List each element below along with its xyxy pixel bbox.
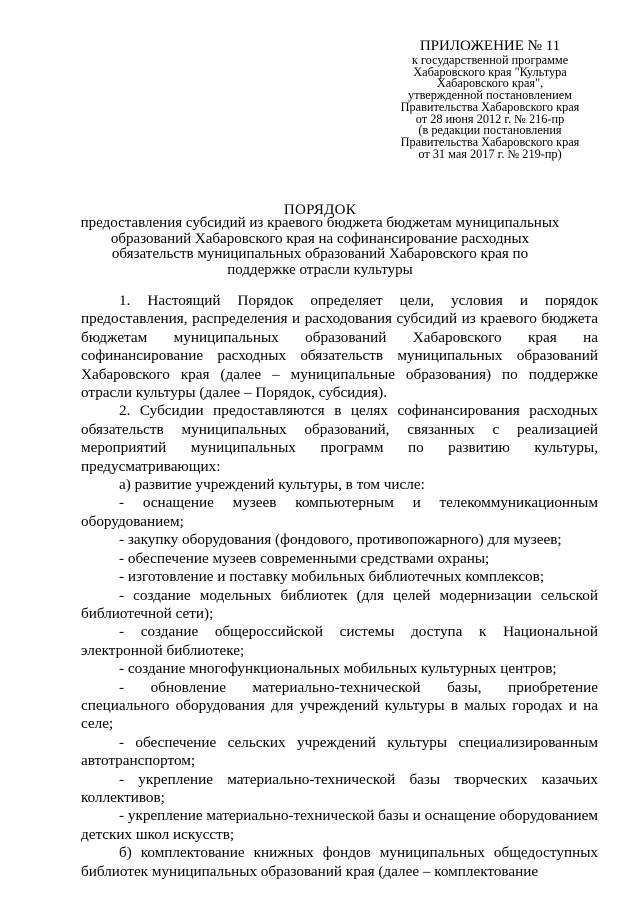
appendix-line: Хабаровского края "Культура xyxy=(413,64,567,79)
paragraph: - обеспечение музеев современными средствами охраны; xyxy=(119,549,490,567)
paragraph: - создание модельных библиотек (для целей модернизации сельской библиотечной сети); xyxy=(81,586,598,622)
appendix-line: Правительства Хабаровского края xyxy=(400,134,580,149)
paragraph: - создание многофункциональных мобильных культурных центров; xyxy=(119,660,557,678)
appendix-title: ПРИЛОЖЕНИЕ № 11 xyxy=(419,38,561,54)
paragraph: 2. Субсидии предоставляются в целях софинансирования расходных обязательств муниципальных образований, связанных с реализацией мероприятий муниципальных программ по развитию культуры, предусматривающих: xyxy=(81,402,598,475)
appendix-line: утвержденной постановлением xyxy=(408,88,572,103)
paragraph: - укрепление материально-технической базы и оснащение оборудованием детских школ искусств; xyxy=(81,807,598,843)
paragraph: - создание общероссийской системы доступа к Национальной электронной библиотеке; xyxy=(81,623,598,659)
paragraph: б) комплектование книжных фондов муниципальных общедоступных библиотек муниципальных образований края (далее – комплектование xyxy=(81,844,598,880)
paragraph: 1. Настоящий Порядок определяет цели, условия и порядок предоставления, распределения и расходования субсидий из краевого бюджета бюджетам муниципальных образований Хабаровского края на софинансирование расходных обязательств муниципальных образований Хабаровского края (далее – муниципальные образования) по поддержке отрасли культуры (далее – Порядок, субсидия). xyxy=(81,292,598,402)
document-subtitle: предоставления субсидий из краевого бюджета бюджетам муниципальных образований Хабаровского края на софинансирование расходных обязательств муниципальных образований Хабаровского края по поддержке отрасли культуры xyxy=(80,215,560,278)
paragraph: - закупку оборудования (фондового, противопожарного) для музеев; xyxy=(119,531,562,549)
paragraph: - укрепление материально-технической базы творческих казачьих коллективов; xyxy=(81,770,598,806)
appendix-header xyxy=(380,38,600,160)
paragraph: - обновление материально-технической базы, приобретение специального оборудования для учреждений культуры в малых городах и на селе; xyxy=(81,678,598,733)
appendix-line: Хабаровского края", xyxy=(436,76,544,91)
paragraph: - обеспечение сельских учреждений культуры специализированным автотранспортом; xyxy=(81,733,598,770)
appendix-line: от 28 июня 2012 г. № 216-пр xyxy=(415,111,565,126)
document-title: ПОРЯДОК xyxy=(283,202,357,218)
document-body xyxy=(81,292,598,881)
appendix-line: Правительства Хабаровского края xyxy=(400,99,580,114)
appendix-line: (в редакции постановления xyxy=(418,123,562,138)
appendix-line: к государственной программе xyxy=(411,53,569,67)
appendix-line: от 31 мая 2017 г. № 219-пр) xyxy=(418,146,562,161)
paragraph: а) развитие учреждений культуры, в том числе: xyxy=(119,476,425,494)
paragraph: - изготовление и поставку мобильных библиотечных комплексов; xyxy=(119,568,545,586)
paragraph: - оснащение музеев компьютерным и телекоммуникационным оборудованием; xyxy=(81,494,598,530)
